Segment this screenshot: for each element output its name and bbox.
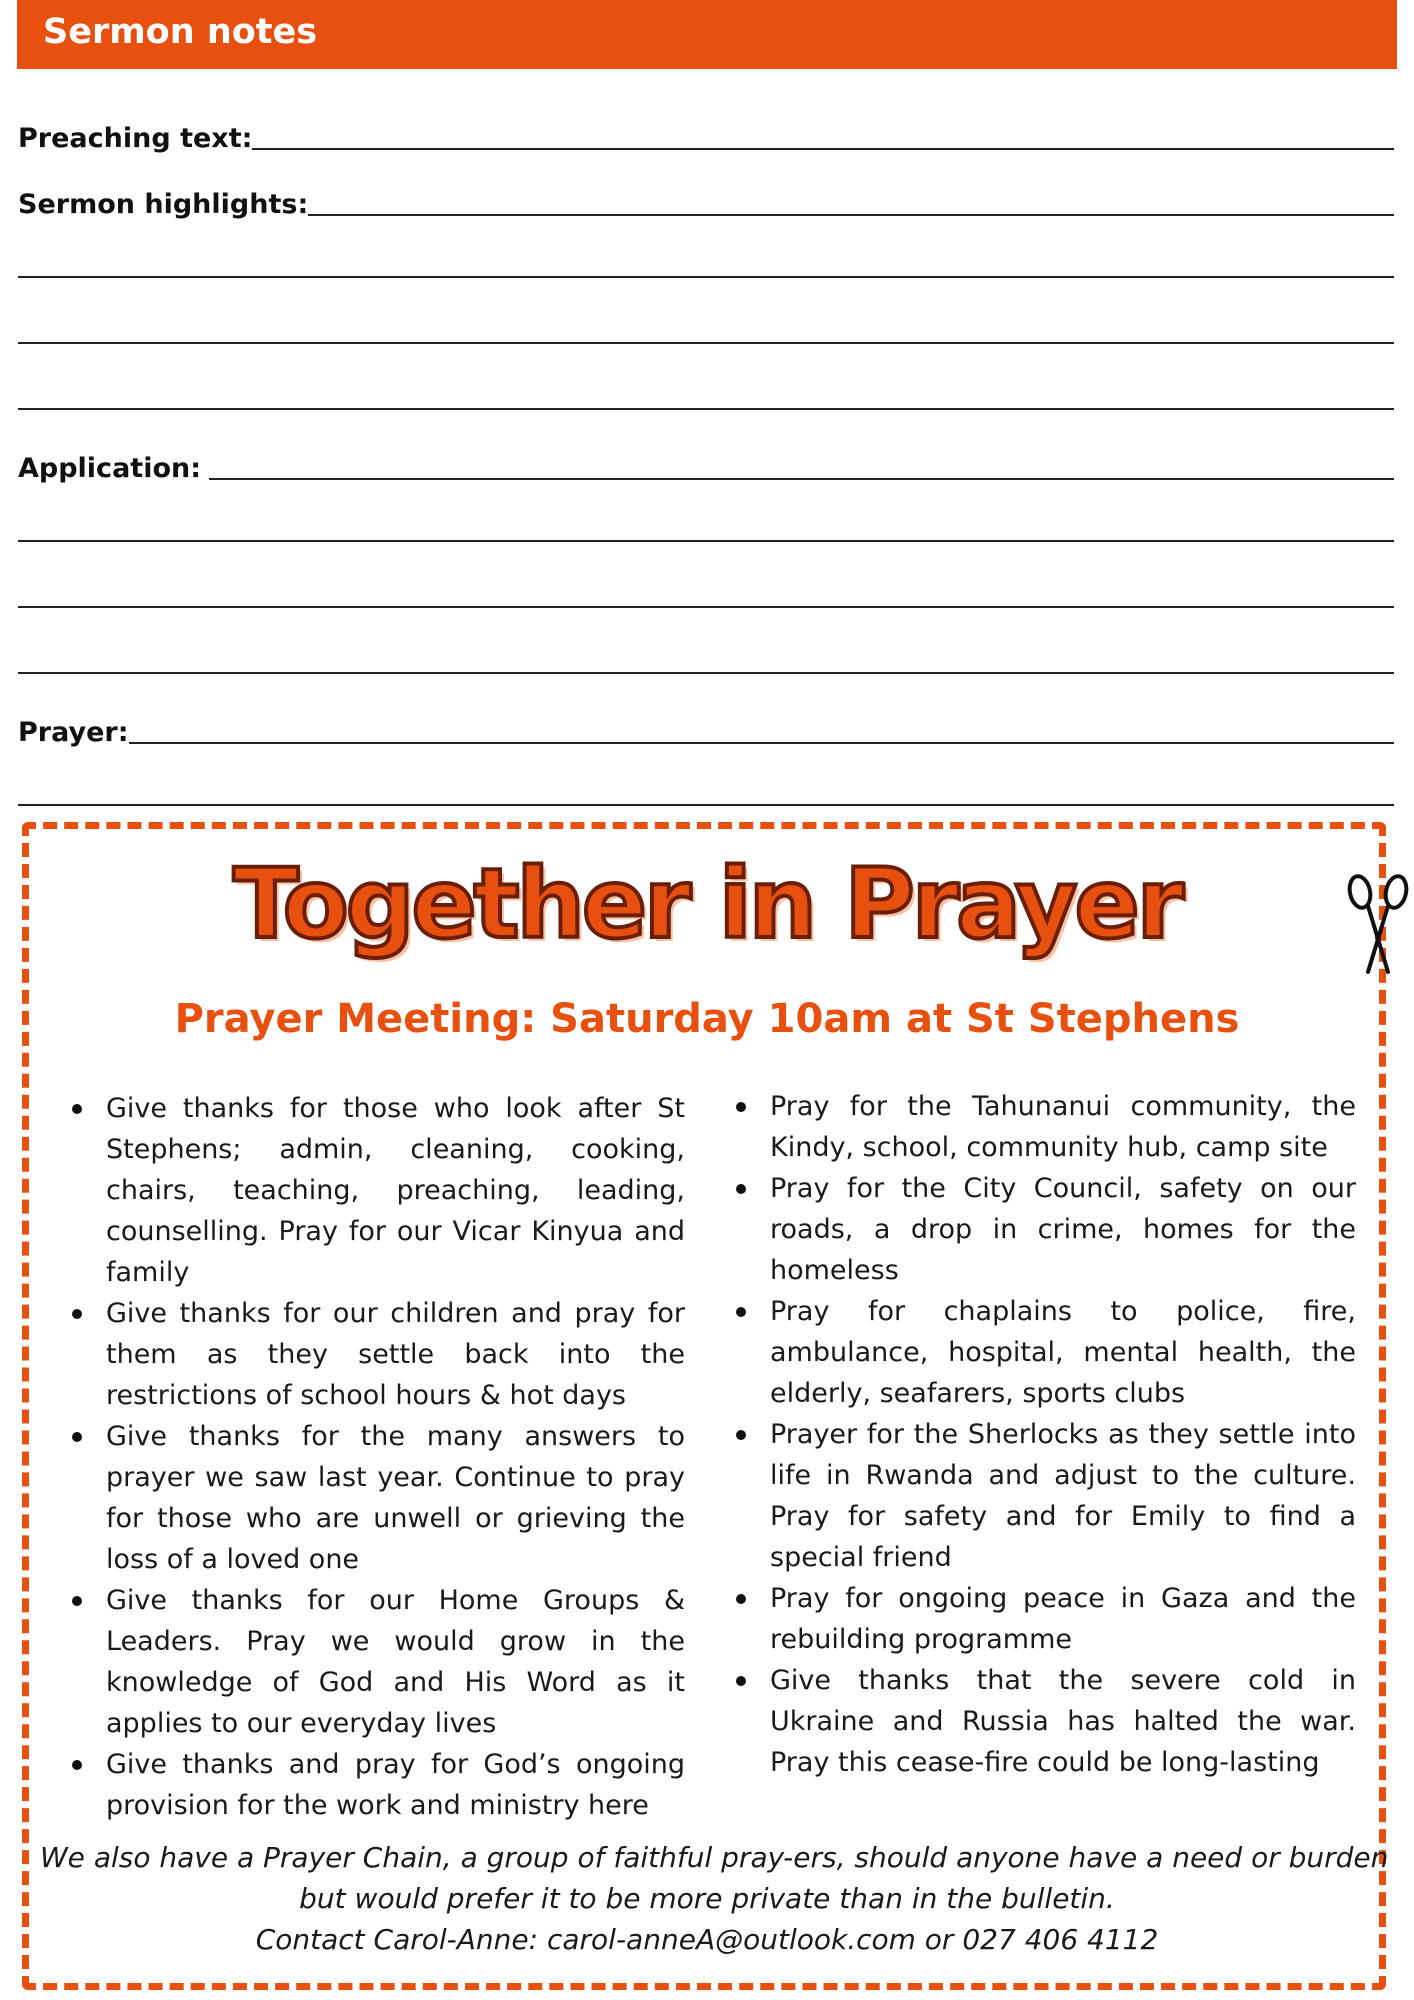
list-item: Give thanks that the severe cold in Ukraine and Russia has halted the war. Pray this cease-fire could be long-lasting: [734, 1660, 1356, 1783]
blank-line[interactable]: [18, 288, 1394, 354]
prayer-list-right: [734, 1086, 1356, 1783]
list-item: Give thanks and pray for God’s ongoing provision for the work and ministry here: [70, 1744, 685, 1826]
list-item: Pray for the Tahunanui community, the Kindy, school, community hub, camp site: [734, 1086, 1356, 1168]
sermon-highlights-line[interactable]: [308, 214, 1394, 216]
prayer-label: Prayer:: [18, 717, 129, 748]
blank-line[interactable]: [18, 750, 1394, 816]
list-item: Give thanks for our Home Groups & Leaders. Pray we would grow in the knowledge of God and His Word as it applies to our everyday lives: [70, 1580, 685, 1744]
writing-line[interactable]: [18, 672, 1394, 674]
list-item: Give thanks for those who look after St Stephens; admin, cleaning, cooking, chairs, teaching, preaching, leading, counselling. Pray for our Vicar Kinyua and family: [70, 1088, 685, 1293]
blank-line[interactable]: [18, 222, 1394, 288]
list-item: Pray for the City Council, safety on our roads, a drop in crime, homes for the homeless: [734, 1168, 1356, 1291]
writing-line[interactable]: [18, 804, 1394, 806]
list-item: Give thanks for the many answers to prayer we saw last year. Continue to pray for those who are unwell or grieving the loss of a loved one: [70, 1416, 685, 1580]
preaching-text-label: Preaching text:: [18, 123, 253, 154]
application-label: Application:: [18, 453, 202, 484]
writing-line[interactable]: [18, 276, 1394, 278]
page-title: Sermon notes: [43, 12, 318, 52]
blank-line[interactable]: [18, 354, 1394, 420]
prayer-row[interactable]: [18, 684, 1394, 750]
header-bar: [17, 0, 1397, 69]
contact-line[interactable]: Contact Carol-Anne: carol-anneA@outlook.com or 027 406 4112: [255, 1923, 1159, 1956]
list-item: Prayer for the Sherlocks as they settle into life in Rwanda and adjust to the culture. Pray for safety and for Emily to find a special friend: [734, 1414, 1356, 1578]
list-item: Pray for chaplains to police, fire, ambulance, hospital, mental health, the elderly, seafarers, sports clubs: [734, 1291, 1356, 1414]
writing-line[interactable]: [18, 606, 1394, 608]
prayer-chain-note: [40, 1837, 1389, 1960]
sermon-notes-form: [18, 90, 1394, 816]
sermon-highlights-row[interactable]: [18, 156, 1394, 222]
sermon-highlights-label: Sermon highlights:: [18, 189, 309, 220]
prayer-meeting-subtitle: Prayer Meeting: Saturday 10am at St Stephens: [174, 996, 1240, 1042]
list-item: Give thanks for our children and pray for them as they settle back into the restrictions of school hours & hot days: [70, 1293, 685, 1416]
prayer-chain-line: We also have a Prayer Chain, a group of faithful pray-ers, should anyone have a need or burden: [40, 1841, 1389, 1874]
prayer-title: Together in Prayer: [233, 848, 1181, 960]
application-row[interactable]: [18, 420, 1394, 486]
preaching-text-line[interactable]: [252, 148, 1394, 150]
writing-line[interactable]: [18, 342, 1394, 344]
prayer-line[interactable]: [129, 742, 1394, 744]
preaching-text-row[interactable]: [18, 90, 1394, 156]
writing-line[interactable]: [18, 408, 1394, 410]
prayer-chain-line: but would prefer it to be more private than in the bulletin.: [299, 1882, 1115, 1915]
blank-line[interactable]: [18, 552, 1394, 618]
application-line[interactable]: [209, 478, 1394, 480]
blank-line[interactable]: [18, 486, 1394, 552]
blank-line[interactable]: [18, 618, 1394, 684]
prayer-list-left: [70, 1088, 685, 1826]
writing-line[interactable]: [18, 540, 1394, 542]
list-item: Pray for ongoing peace in Gaza and the rebuilding programme: [734, 1578, 1356, 1660]
